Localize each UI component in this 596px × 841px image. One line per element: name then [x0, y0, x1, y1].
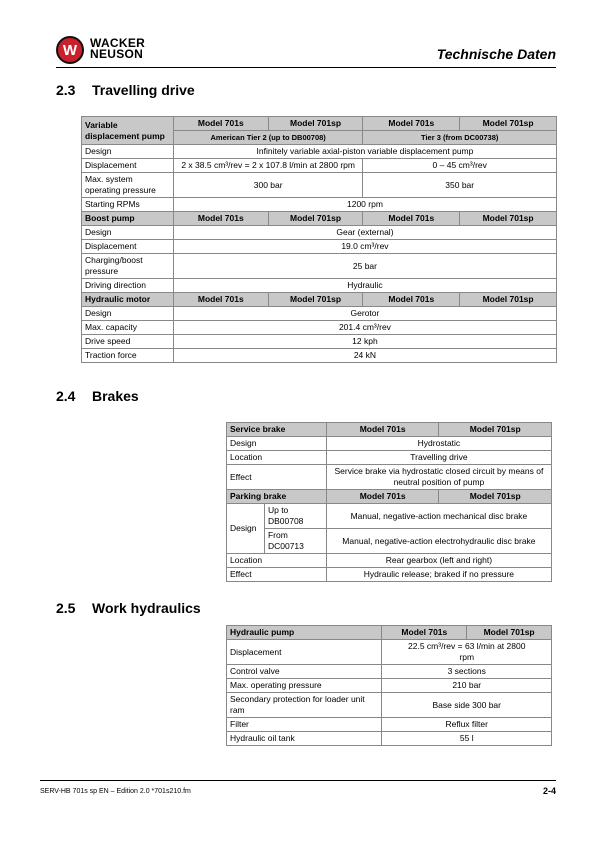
serial-range-label: From DC00713 [264, 529, 326, 554]
cell-value: Travelling drive [326, 451, 551, 465]
column-header: Model 701sp [439, 490, 552, 504]
row-label: Design [227, 437, 327, 451]
table-row [227, 732, 552, 746]
cell-value: Reflux filter [382, 718, 552, 732]
column-header: Model 701s [363, 117, 460, 131]
header-divider [56, 67, 556, 68]
section-number: 2.4 [56, 388, 76, 404]
row-label: Variable displacement pump [82, 117, 174, 145]
table-row [227, 679, 552, 693]
column-header: Model 701s [363, 293, 460, 307]
footer-document-id: SERV-HB 701s sp EN – Edition 2.0 *701s210.fm [40, 788, 191, 795]
column-header: Model 701s [173, 212, 268, 226]
row-label: Design [82, 145, 174, 159]
brand-name [90, 38, 145, 60]
cell-value: 55 l [382, 732, 552, 746]
table-row [227, 437, 552, 451]
logo-letter: W [62, 41, 78, 59]
row-label: Starting RPMs [82, 198, 174, 212]
section-title: Work hydraulics [92, 600, 201, 616]
travelling-drive-table [81, 116, 557, 363]
column-header: Model 701sp [268, 212, 363, 226]
row-label: Filter [227, 718, 382, 732]
section-heading-2-4 [56, 388, 139, 404]
serial-range-label: Up to DB00708 [264, 504, 326, 529]
tier-3-header: Tier 3 (from DC00738) [363, 131, 557, 145]
row-label: Max. operating pressure [227, 679, 382, 693]
table-row [227, 718, 552, 732]
footer-divider [40, 780, 556, 781]
row-label: Effect [227, 568, 327, 582]
table-row [82, 279, 557, 293]
cell-value: 12 kph [173, 335, 556, 349]
group-header: Boost pump [82, 212, 174, 226]
work-hydraulics-table [226, 625, 552, 746]
cell-value: Rear gearbox (left and right) [326, 554, 551, 568]
brakes-table [226, 422, 552, 582]
cell-value: Manual, negative-action mechanical disc brake [326, 504, 551, 529]
section-number: 2.5 [56, 600, 76, 616]
cell-value: Gerotor [173, 307, 556, 321]
row-label: Design [82, 307, 174, 321]
column-header: Model 701s [173, 117, 268, 131]
row-label: Control valve [227, 665, 382, 679]
section-number: 2.3 [56, 82, 76, 98]
row-label: Location [227, 451, 327, 465]
column-header: Model 701s [326, 490, 439, 504]
cell-value: Hydraulic release; braked if no pressure [326, 568, 551, 582]
table-row [82, 173, 557, 198]
row-label: Displacement [82, 159, 174, 173]
row-label: Max. system operating pressure [82, 173, 174, 198]
cell-value: Infinitely variable axial-piston variable displacement pump [173, 145, 556, 159]
row-label: Charging/boost pressure [82, 254, 174, 279]
table-row [82, 321, 557, 335]
column-header: Model 701s [173, 293, 268, 307]
cell-value: Base side 300 bar [382, 693, 552, 718]
table-row [227, 451, 552, 465]
table-row [227, 465, 552, 490]
column-header: Model 701sp [268, 293, 363, 307]
column-header: Model 701sp [460, 293, 557, 307]
table-row [227, 490, 552, 504]
group-header: Service brake [227, 423, 327, 437]
table-row [227, 554, 552, 568]
cell-value: Manual, negative-action electrohydraulic disc brake [326, 529, 551, 554]
brand-line-2: NEUSON [90, 47, 144, 61]
table-row [227, 423, 552, 437]
cell-value: 22.5 cm³/rev = 63 l/min at 2800 rpm [382, 640, 552, 665]
cell-value: Gear (external) [173, 226, 556, 240]
table-row [227, 529, 552, 554]
row-label: Displacement [227, 640, 382, 665]
cell-value: 300 bar [173, 173, 363, 198]
section-heading-2-5 [56, 600, 201, 616]
cell-value: 19.0 cm³/rev [173, 240, 556, 254]
cell-value: 201.4 cm³/rev [173, 321, 556, 335]
column-header: Model 701sp [460, 117, 557, 131]
table-row [82, 212, 557, 226]
table-row [82, 145, 557, 159]
group-header: Hydraulic pump [227, 626, 382, 640]
table-row [82, 198, 557, 212]
brand-line-1: WACKER [90, 36, 146, 50]
cell-value: 210 bar [382, 679, 552, 693]
table-row [82, 335, 557, 349]
table-row [227, 504, 552, 529]
table-row [82, 226, 557, 240]
column-header: Model 701sp [439, 423, 552, 437]
table-row [82, 307, 557, 321]
row-label: Effect [227, 465, 327, 490]
table-row [82, 293, 557, 307]
table-row [227, 640, 552, 665]
section-heading-2-3 [56, 82, 195, 98]
cell-value: Hydraulic [173, 279, 556, 293]
cell-value: 2 x 38.5 cm³/rev = 2 x 107.8 l/min at 2800 rpm [173, 159, 363, 173]
table-row [227, 626, 552, 640]
page-header-title: Technische Daten [436, 46, 556, 62]
section-title: Brakes [92, 388, 139, 404]
table-row [82, 349, 557, 363]
table-row [82, 117, 557, 131]
row-label: Design [82, 226, 174, 240]
row-label: Design [227, 504, 265, 554]
cell-value: Service brake via hydrostatic closed circuit by means of neutral position of pump [326, 465, 551, 490]
wacker-neuson-logo-icon [56, 36, 84, 64]
group-header: Hydraulic motor [82, 293, 174, 307]
tier-2-header: American Tier 2 (up to DB00708) [173, 131, 363, 145]
cell-value: 1200 rpm [173, 198, 556, 212]
column-header: Model 701s [363, 212, 460, 226]
table-row [227, 568, 552, 582]
cell-value: 24 kN [173, 349, 556, 363]
row-label: Hydraulic oil tank [227, 732, 382, 746]
column-header: Model 701sp [467, 626, 552, 640]
row-label: Secondary protection for loader unit ram [227, 693, 382, 718]
cell-value: Hydrostatic [326, 437, 551, 451]
column-header: Model 701s [326, 423, 439, 437]
row-label: Traction force [82, 349, 174, 363]
row-label: Drive speed [82, 335, 174, 349]
column-header: Model 701sp [268, 117, 363, 131]
group-header: Parking brake [227, 490, 327, 504]
row-label: Driving direction [82, 279, 174, 293]
row-label: Max. capacity [82, 321, 174, 335]
row-label: Location [227, 554, 327, 568]
table-row [227, 665, 552, 679]
column-header: Model 701sp [460, 212, 557, 226]
row-label: Displacement [82, 240, 174, 254]
cell-value: 350 bar [363, 173, 557, 198]
table-row [82, 254, 557, 279]
section-title: Travelling drive [92, 82, 195, 98]
cell-value: 25 bar [173, 254, 556, 279]
page-number: 2-4 [542, 786, 556, 796]
table-row [82, 159, 557, 173]
table-row [227, 693, 552, 718]
cell-value: 3 sections [382, 665, 552, 679]
cell-value: 0 – 45 cm³/rev [363, 159, 557, 173]
column-header: Model 701s [382, 626, 467, 640]
table-row [82, 240, 557, 254]
